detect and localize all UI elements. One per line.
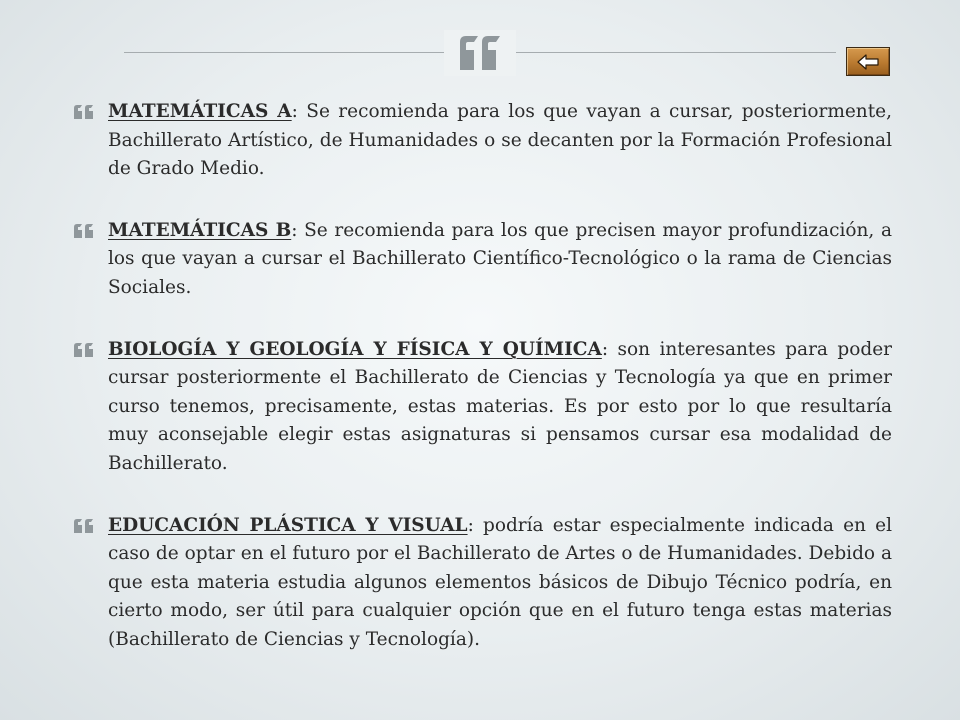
quote-ornament-icon: [444, 30, 516, 76]
bullet-term: EDUCACIÓN PLÁSTICA Y VISUAL: [108, 514, 468, 536]
bullet-body: : Se recomienda para los que vayan a cursar, posteriormente, Bachillerato Artístico, de Humanidades o se decanten por la Formación Profesional de Grado Medio.: [108, 101, 892, 180]
bullet-paragraph: [108, 98, 892, 184]
quote-bullet-icon: [72, 223, 96, 241]
bullet-item: [72, 336, 892, 479]
bullet-paragraph: [108, 217, 892, 303]
bullet-item: [72, 98, 892, 184]
bullet-term: MATEMÁTICAS A: [108, 101, 292, 122]
bullet-body: : son interesantes para poder cursar posteriormente el Bachillerato de Ciencias y Tecnología ya que en primer curso tenemos, precisamente, estas materias. Es por esto por lo que resultaría muy aconsejable elegir estas asignaturas si pensamos cursar esa modalidad de Bachillerato.: [108, 338, 892, 474]
arrow-left-icon: [856, 53, 880, 71]
bullet-term: MATEMÁTICAS B: [108, 219, 292, 241]
bullet-body: : Se recomienda para los que precisen mayor profundización, a los que vayan a cursar el Bachillerato Científico-Tecnológico o la rama de Ciencias Sociales.: [108, 219, 892, 298]
back-button[interactable]: [846, 47, 890, 76]
bullet-paragraph: [108, 336, 892, 479]
bullet-list: [72, 98, 892, 688]
bullet-term: BIOLOGÍA Y GEOLOGÍA Y FÍSICA Y QUÍMICA: [108, 338, 602, 360]
bullet-body: : podría estar especialmente indicada en el caso de optar en el futuro por el Bachillerato de Artes o de Humanidades. Debido a que esta materia estudia algunos elementos básicos de Dibujo Técnico podría, en cierto modo, ser útil para cualquier opción que en el futuro tenga estas materias (Bachillerato de Ciencias y Tecnología).: [108, 514, 892, 650]
quote-bullet-icon: [72, 342, 96, 360]
bullet-item: [72, 512, 892, 655]
quote-bullet-icon: [72, 518, 96, 536]
quote-bullet-icon: [72, 104, 96, 122]
bullet-paragraph: [108, 512, 892, 655]
bullet-item: [72, 217, 892, 303]
